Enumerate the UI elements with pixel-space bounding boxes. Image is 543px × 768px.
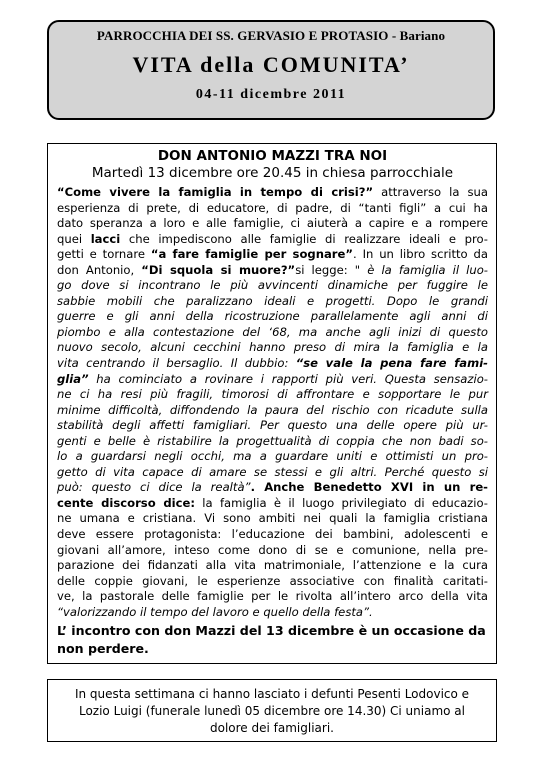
article-line (57, 465, 488, 481)
text-run: stabilità degli affetti famigliari. Per questo una delle opere più ur- (57, 418, 488, 433)
article-line (57, 263, 488, 279)
text-run: parazione dei fidanzati alla vita matrimoniale, l’attenzione e la cura (57, 558, 488, 573)
text-run: ha cominciato a rovinare i rapporti più veri. Questa sensazio- (88, 371, 488, 386)
text-run: . Anche Benedetto XVI in un re- (250, 480, 488, 495)
article-line (57, 496, 488, 512)
text-run: la famiglia è il luogo privilegiato di educazio- (194, 495, 488, 510)
text-run: cente discorso dice: (57, 495, 195, 510)
text-run: lacci (90, 231, 121, 246)
article-line (57, 558, 488, 574)
text-run: " è la famiglia il luo- (354, 262, 488, 277)
text-run: genti e belle è ristabilire la progettualità di coppia che non badi so- (57, 433, 488, 448)
text-run: “valorizzando il tempo del lavoro e quello della festa”. (57, 604, 373, 619)
text-run: go dove si incontrano le più avvincenti dinamiche per fuggire le (57, 278, 488, 293)
article-line (57, 434, 488, 450)
text-run: vita centrando il bersaglio. Il dubbio: (57, 356, 296, 371)
text-run: deve essere protagonista: l’educazione dei bambini, adolescenti e (57, 527, 488, 542)
text-run: dato speranza a loro e alle famiglie, ci aiuterà a capire e a rompere (57, 216, 488, 231)
article-line (57, 232, 488, 248)
obituary-notice (47, 679, 497, 742)
article-line (57, 403, 488, 419)
article-line (57, 309, 488, 325)
newsletter-title: VITA della COMUNITA’ (132, 52, 410, 77)
notice-line: Lozio Luigi (funerale lunedì 05 dicembre ore 14.30) Ci uniamo al (78, 704, 465, 718)
text-run: può: questo ci dice la realtà” (57, 480, 251, 495)
article-line (57, 543, 488, 559)
text-run: si legge: (295, 262, 355, 277)
text-run: “Di squola si muore?” (141, 262, 296, 277)
article-closing: L’ incontro con don Mazzi del 13 dicembre è un occasione da non perdere. (57, 623, 486, 656)
text-run: delle coppie giovani, le esperienze associative con finalità caritati- (57, 573, 488, 588)
text-run: don Antonio, (57, 262, 142, 277)
article-line (57, 372, 488, 388)
article-line (57, 356, 488, 372)
text-run: esperienza di prete, di educatore, di padre, di “tanti figli” a cui ha (57, 200, 488, 215)
article-line (57, 216, 488, 232)
article-subtitle: Martedì 13 dicembre ore 20.45 in chiesa parrocchiale (91, 165, 454, 181)
article-title: DON ANTONIO MAZZI TRA NOI (157, 148, 388, 164)
text-run: piombo e alla contestazione del ‘68, ma anche agli inizi di questo (57, 324, 488, 339)
text-run: lo a guardarsi negli occhi, ma a guardare uniti e ottimisti un pro- (57, 449, 488, 464)
text-run: giovani all’amore, inteso come dono di se e comunione, nella pre- (57, 542, 488, 557)
text-run: ne umana e cristiana. Vi sono ambiti nei quali la famiglia cristiana (57, 511, 488, 526)
text-run: getto di vita capace di amare se stessi e gli altri. Perché questo si (57, 464, 488, 479)
article-line (57, 589, 488, 605)
article-line (57, 511, 488, 527)
article-line (57, 418, 488, 434)
text-run: attraverso la sua (373, 185, 488, 199)
text-run: “Come vivere la famiglia in tempo di crisi?” (57, 185, 374, 199)
article-body (57, 185, 488, 620)
article-line (57, 387, 488, 403)
text-run: guerre e gli anni della ricostruzione parallelamente agli anni di (57, 309, 488, 324)
article-line (57, 574, 488, 590)
article-box (47, 143, 497, 664)
article-line (57, 278, 488, 294)
article-line (57, 201, 488, 217)
article-line (57, 605, 488, 621)
masthead-box (47, 20, 495, 120)
text-run: glia” (57, 371, 89, 386)
text-run: “se vale la pena fare fami- (295, 356, 488, 371)
article-line (57, 185, 488, 201)
issue-dates: 04-11 dicembre 2011 (195, 87, 347, 102)
article-line (57, 340, 488, 356)
article-line (57, 527, 488, 543)
parish-name: PARROCCHIA DEI SS. GERVASIO E PROTASIO - Bariano (96, 28, 446, 43)
article-line (57, 325, 488, 341)
notice-line: In questa settimana ci hanno lasciato i defunti Pesenti Lodovico e (74, 687, 470, 701)
text-run: minime difficoltà, diffondendo la paura del rischio con ricadute sulla (57, 402, 488, 417)
text-run: . In un libro scritto da (353, 247, 488, 262)
text-run: ne ci ha resi più fragili, timorosi di affrontare e sopportare le pur (57, 387, 488, 402)
text-run: nuovo secolo, alcuni cecchini hanno preso di mira la famiglia e la (57, 340, 488, 355)
text-run: ve, la pastorale delle famiglie per le rivolta all’intero arco della vita (57, 589, 488, 604)
text-run: che impediscono alle famiglie di realizzare ideali e pro- (120, 231, 488, 246)
article-line (57, 294, 488, 310)
article-line (57, 247, 488, 263)
text-run: getti e tornare (57, 247, 151, 262)
text-run: sabbie mobili che paralizzano ideali e progetti. Dopo le grandi (57, 293, 488, 308)
article-line (57, 480, 488, 496)
article-line (57, 449, 488, 465)
notice-line: dolore dei famigliari. (210, 721, 334, 735)
text-run: “a fare famiglie per sognare” (150, 247, 354, 262)
text-run: quei (57, 231, 91, 246)
